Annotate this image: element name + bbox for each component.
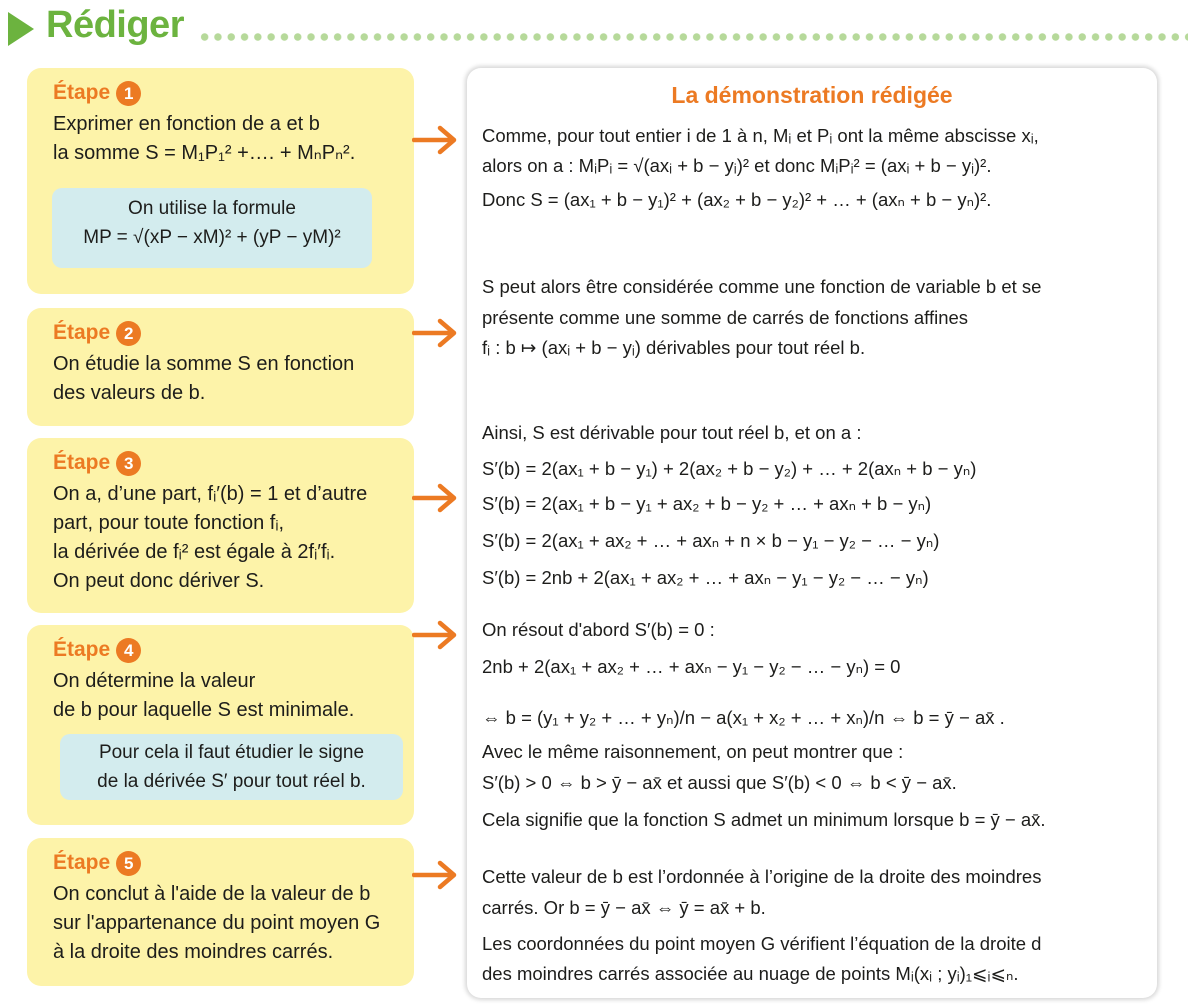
step-text-line: On détermine la valeur xyxy=(53,670,256,692)
panel-line: S peut alors être considérée comme une fonction de variable b et se xyxy=(482,276,1042,297)
step-text-line: Exprimer en fonction de a et b xyxy=(53,113,320,135)
panel-line: fᵢ : b ↦ (axᵢ + b − yᵢ) dérivables pour tout réel b. xyxy=(482,337,866,358)
step-text-line: la dérivée de fᵢ² est égale à 2fᵢ′fᵢ. xyxy=(53,541,336,563)
panel-line: Ainsi, S est dérivable pour tout réel b, et on a : xyxy=(482,422,862,443)
panel-line: Cette valeur de b est l’ordonnée à l’origine de la droite des moindres xyxy=(482,866,1042,887)
arrow-right-icon xyxy=(412,316,460,350)
panel-line: S′(b) = 2nb + 2(ax₁ + ax₂ + … + axₙ − y₁ − y₂ − … − yₙ) xyxy=(482,567,929,588)
step-text-line: part, pour toute fonction fᵢ, xyxy=(53,512,285,534)
step-text-line: On étudie la somme S en fonction xyxy=(53,353,355,375)
step-number-badge: 2 xyxy=(116,321,141,346)
panel-line: carrés. Or b = ȳ − ax̄ ⇔ ȳ = ax̄ + b. xyxy=(482,897,766,918)
panel-line: Comme, pour tout entier i de 1 à n, Mᵢ et Pᵢ ont la même abscisse xᵢ, xyxy=(482,125,1039,146)
panel-line: Avec le même raisonnement, on peut montrer que : xyxy=(482,741,904,762)
step-number-badge: 3 xyxy=(116,451,141,476)
step-label: Étape xyxy=(53,638,111,661)
hint-box-4 xyxy=(60,734,403,800)
dotted-rule xyxy=(198,30,1188,44)
step-number-badge: 5 xyxy=(116,851,141,876)
panel-line: ⇔ b = (y₁ + y₂ + … + yₙ)/n − a(x₁ + x₂ + … + xₙ)/n ⇔ b = ȳ − ax̄ . xyxy=(482,707,1005,728)
panel-title: La démonstration rédigée xyxy=(671,82,953,108)
step-text-line: On a, d’une part, fᵢ′(b) = 1 et d’autre xyxy=(53,483,368,505)
step-text-line: de b pour laquelle S est minimale. xyxy=(53,699,355,721)
step-label: Étape xyxy=(53,81,111,104)
step-card-3 xyxy=(27,438,414,613)
arrow-right-icon xyxy=(412,123,460,157)
hint-line: Pour cela il faut étudier le signe xyxy=(98,742,365,763)
panel-line: S′(b) = 2(ax₁ + b − y₁) + 2(ax₂ + b − y₂) + … + 2(axₙ + b − yₙ) xyxy=(482,458,977,479)
step-text-line: sur l'appartenance du point moyen G xyxy=(53,912,381,934)
arrow-right-icon xyxy=(412,481,460,515)
panel-line: alors on a : MᵢPᵢ = √(axᵢ + b − yᵢ)² et donc MᵢPᵢ² = (axᵢ + b − yᵢ)². xyxy=(482,155,992,176)
play-triangle-icon xyxy=(8,12,34,46)
step-label: Étape xyxy=(53,321,111,344)
section-title: Rédiger xyxy=(46,4,184,46)
step-text-line: On conclut à l'aide de la valeur de b xyxy=(53,883,371,905)
arrow-right-icon xyxy=(412,618,460,652)
panel-line: S′(b) > 0 ⇔ b > ȳ − ax̄ et aussi que S′(b) < 0 ⇔ b < ȳ − ax̄. xyxy=(482,772,957,793)
panel-line: des moindres carrés associée au nuage de points Mᵢ(xᵢ ; yᵢ)₁⩽ᵢ⩽ₙ. xyxy=(482,963,1019,984)
arrow-right-icon xyxy=(412,858,460,892)
section-header xyxy=(0,0,1200,62)
step-number-badge: 1 xyxy=(116,81,141,106)
panel-line: présente comme une somme de carrés de fonctions affines xyxy=(482,307,969,328)
panel-line: Les coordonnées du point moyen G vérifient l’équation de la droite d xyxy=(482,933,1042,954)
step-card-2 xyxy=(27,308,414,426)
hint-line: On utilise la formule xyxy=(128,198,296,219)
step-card-5 xyxy=(27,838,414,986)
hint-line: de la dérivée S′ pour tout réel b. xyxy=(97,771,366,792)
step-text-line: à la droite des moindres carrés. xyxy=(53,941,334,963)
hint-box-1 xyxy=(52,188,372,268)
panel-line: On résout d'abord S′(b) = 0 : xyxy=(482,619,715,640)
step-number-badge: 4 xyxy=(116,638,141,663)
panel-line: S′(b) = 2(ax₁ + ax₂ + … + axₙ + n × b − y₁ − y₂ − … − yₙ) xyxy=(482,530,940,551)
hint-formula: MP = √(xP − xM)² + (yP − yM)² xyxy=(83,227,341,248)
panel-line: Cela signifie que la fonction S admet un minimum lorsque b = ȳ − ax̄. xyxy=(482,809,1046,830)
panel-line: 2nb + 2(ax₁ + ax₂ + … + axₙ − y₁ − y₂ − … − yₙ) = 0 xyxy=(482,656,901,677)
step-text-line: On peut donc dériver S. xyxy=(53,570,265,592)
step-text-line: la somme S = M₁P₁² +…. + MₙPₙ². xyxy=(53,142,356,164)
panel-line: S′(b) = 2(ax₁ + b − y₁ + ax₂ + b − y₂ + … + axₙ + b − yₙ) xyxy=(482,493,932,514)
step-label: Étape xyxy=(53,451,111,474)
step-label: Étape xyxy=(53,851,111,874)
step-text-line: des valeurs de b. xyxy=(53,382,206,404)
panel-line: Donc S = (ax₁ + b − y₁)² + (ax₂ + b − y₂)² + … + (axₙ + b − yₙ)². xyxy=(482,189,992,210)
